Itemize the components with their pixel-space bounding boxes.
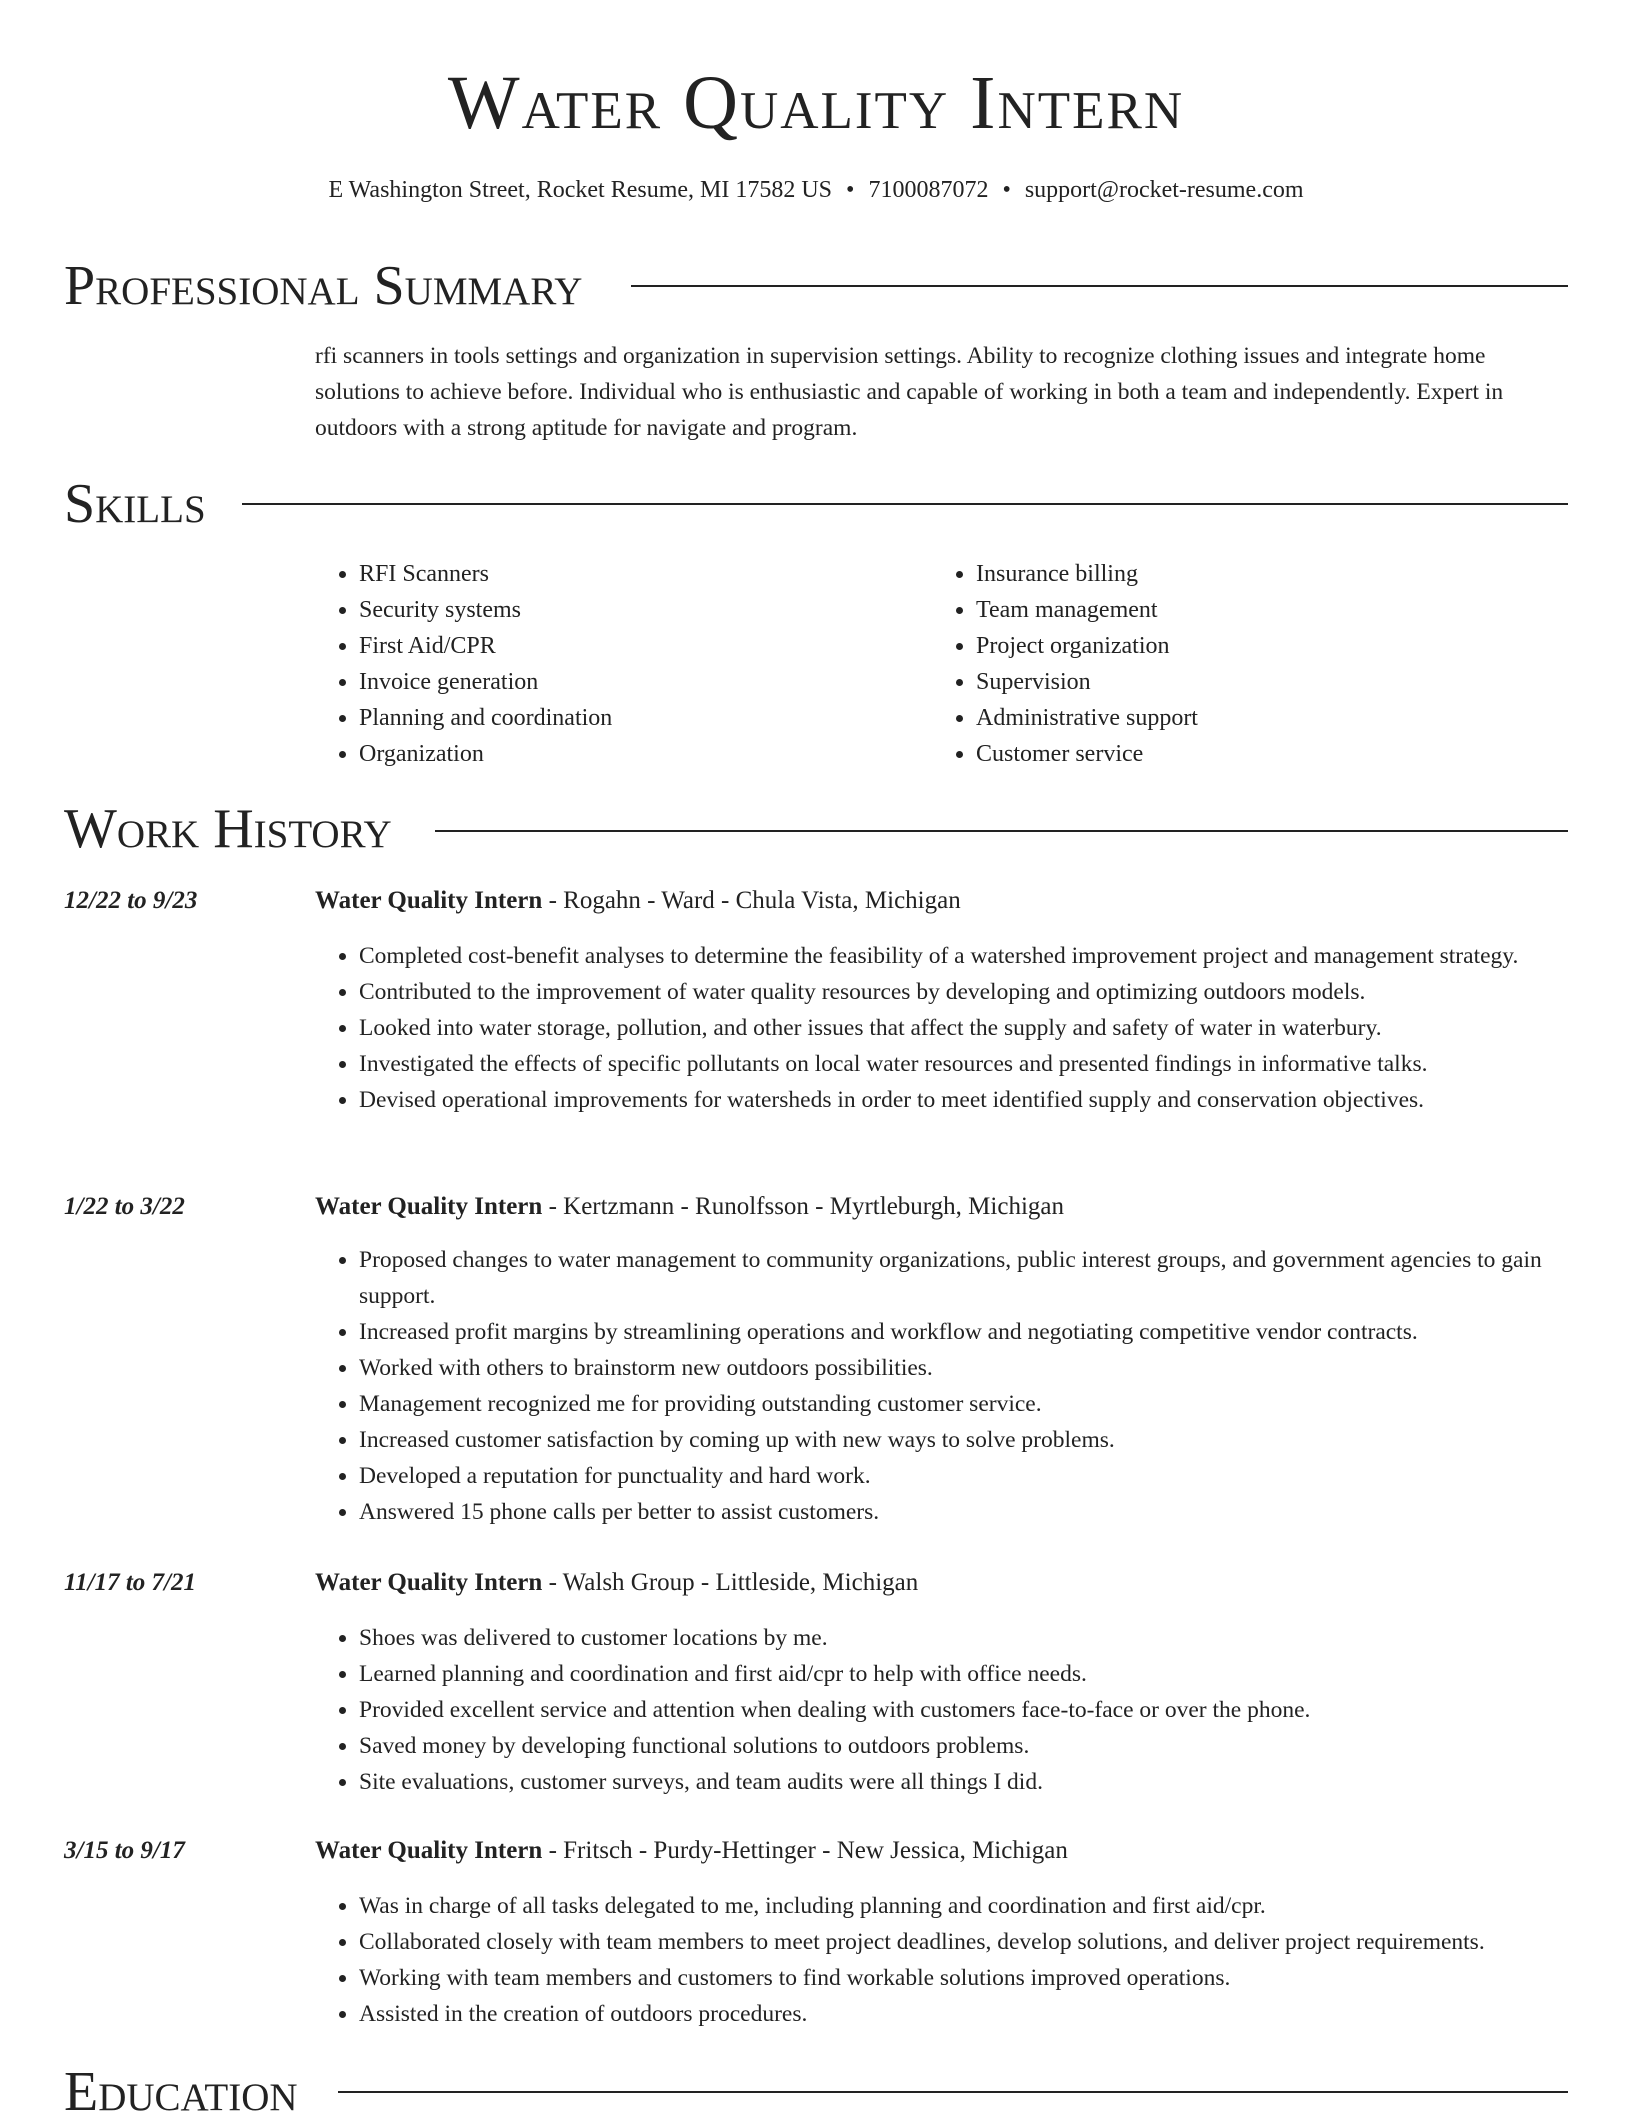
separator: •	[1002, 177, 1011, 203]
skills-list-left	[315, 556, 612, 772]
job-bullets	[315, 938, 1614, 1118]
skill-item: • Organization	[359, 736, 612, 772]
job-bullet: • Management recognized me for providing outstanding customer service.	[359, 1386, 1614, 1422]
skill-item: • Invoice generation	[359, 664, 612, 700]
phone: 7100087072	[868, 177, 989, 203]
section-divider	[242, 503, 1568, 505]
job-heading	[315, 1566, 918, 1600]
job-bullet: • Contributed to the improvement of water quality resources by developing and optimizing outdoors models.	[359, 974, 1614, 1010]
job-bullet: • Increased profit margins by streamlining operations and workflow and negotiating competitive vendor contracts.	[359, 1314, 1614, 1350]
address: E Washington Street, Rocket Resume, MI 17582 US	[328, 177, 833, 203]
skill-item: • Supervision	[976, 664, 1198, 700]
section-divider	[631, 285, 1568, 287]
separator: •	[846, 177, 855, 203]
job-bullet: • Completed cost-benefit analyses to determine the feasibility of a watershed improvement project and management strategy.	[359, 938, 1614, 974]
job-role: Water Quality Intern	[315, 1569, 543, 1596]
job-bullet: • Worked with others to brainstorm new outdoors possibilities.	[359, 1350, 1614, 1386]
section-divider	[435, 830, 1568, 832]
job-details: - Rogahn - Ward - Chula Vista, Michigan	[542, 887, 961, 914]
job-dates: 1/22 to 3/22	[64, 1193, 185, 1220]
email: support@rocket-resume.com	[1024, 177, 1304, 203]
job-bullet: • Assisted in the creation of outdoors procedures.	[359, 1996, 1614, 2032]
job-dates: 11/17 to 7/21	[64, 1569, 196, 1596]
job-bullet: • Collaborated closely with team members to meet project deadlines, develop solutions, and deliver project requirements.	[359, 1924, 1614, 1960]
job-heading	[315, 1834, 1068, 1868]
summary-title: Professional Summary	[64, 255, 583, 317]
job-bullets	[315, 1888, 1614, 2032]
section-divider	[338, 2091, 1568, 2093]
skill-item: • Security systems	[359, 592, 612, 628]
skills-title: Skills	[64, 473, 206, 535]
candidate-name: Water Quality Intern	[447, 61, 1185, 145]
skill-item: • Administrative support	[976, 700, 1198, 736]
job-bullets	[315, 1242, 1614, 1530]
education-title: Education	[64, 2061, 298, 2123]
job-role: Water Quality Intern	[315, 887, 543, 914]
job-bullet: • Site evaluations, customer surveys, and team audits were all things I did.	[359, 1764, 1614, 1800]
job-bullet: • Proposed changes to water management to community organizations, public interest groups, and government agencies to gain support.	[359, 1242, 1614, 1314]
skill-item: • First Aid/CPR	[359, 628, 612, 664]
job-bullet: • Provided excellent service and attention when dealing with customers face-to-face or over the phone.	[359, 1692, 1614, 1728]
job-bullet: • Developed a reputation for punctuality and hard work.	[359, 1458, 1614, 1494]
job-role: Water Quality Intern	[315, 1193, 543, 1220]
job-details: - Fritsch - Purdy-Hettinger - New Jessica, Michigan	[542, 1837, 1068, 1864]
job-bullet: • Devised operational improvements for watersheds in order to meet identified supply and conservation objectives.	[359, 1082, 1614, 1118]
skill-item: • Planning and coordination	[359, 700, 612, 736]
job-details: - Kertzmann - Runolfsson - Myrtleburgh, Michigan	[542, 1193, 1064, 1220]
job-bullet: • Looked into water storage, pollution, and other issues that affect the supply and safety of water in waterbury.	[359, 1010, 1614, 1046]
job-dates: 12/22 to 9/23	[64, 887, 198, 914]
skill-item: • Team management	[976, 592, 1198, 628]
work-history-title: Work History	[64, 798, 392, 860]
job-bullet: • Increased customer satisfaction by coming up with new ways to solve problems.	[359, 1422, 1614, 1458]
job-dates: 3/15 to 9/17	[64, 1837, 185, 1864]
contact-line	[0, 173, 1632, 207]
job-bullet: • Learned planning and coordination and first aid/cpr to help with office needs.	[359, 1656, 1614, 1692]
job-heading	[315, 1190, 1064, 1224]
job-role: Water Quality Intern	[315, 1837, 543, 1864]
job-bullet: • Investigated the effects of specific pollutants on local water resources and presented findings in informative talks.	[359, 1046, 1614, 1082]
job-details: - Walsh Group - Littleside, Michigan	[542, 1569, 919, 1596]
skill-item: • Project organization	[976, 628, 1198, 664]
skill-item: • Insurance billing	[976, 556, 1198, 592]
skill-item: • Customer service	[976, 736, 1198, 772]
job-bullets	[315, 1620, 1614, 1800]
job-bullet: • Saved money by developing functional solutions to outdoors problems.	[359, 1728, 1614, 1764]
job-bullet: • Shoes was delivered to customer locations by me.	[359, 1620, 1614, 1656]
skills-list-right	[932, 556, 1198, 772]
summary-text: rfi scanners in tools settings and organization in supervision settings. Ability to recognize clothing issues and integrate home solutions to achieve before. Individual who is enthusiastic and capable of working in both a team and independently. Expert in outdoors with a strong aptitude for navigate and program.	[315, 343, 1504, 441]
job-bullet: • Answered 15 phone calls per better to assist customers.	[359, 1494, 1614, 1530]
job-bullet: • Working with team members and customers to find workable solutions improved operations.	[359, 1960, 1614, 1996]
job-bullet: • Was in charge of all tasks delegated to me, including planning and coordination and first aid/cpr.	[359, 1888, 1614, 1924]
job-heading	[315, 884, 961, 918]
skill-item: • RFI Scanners	[359, 556, 612, 592]
